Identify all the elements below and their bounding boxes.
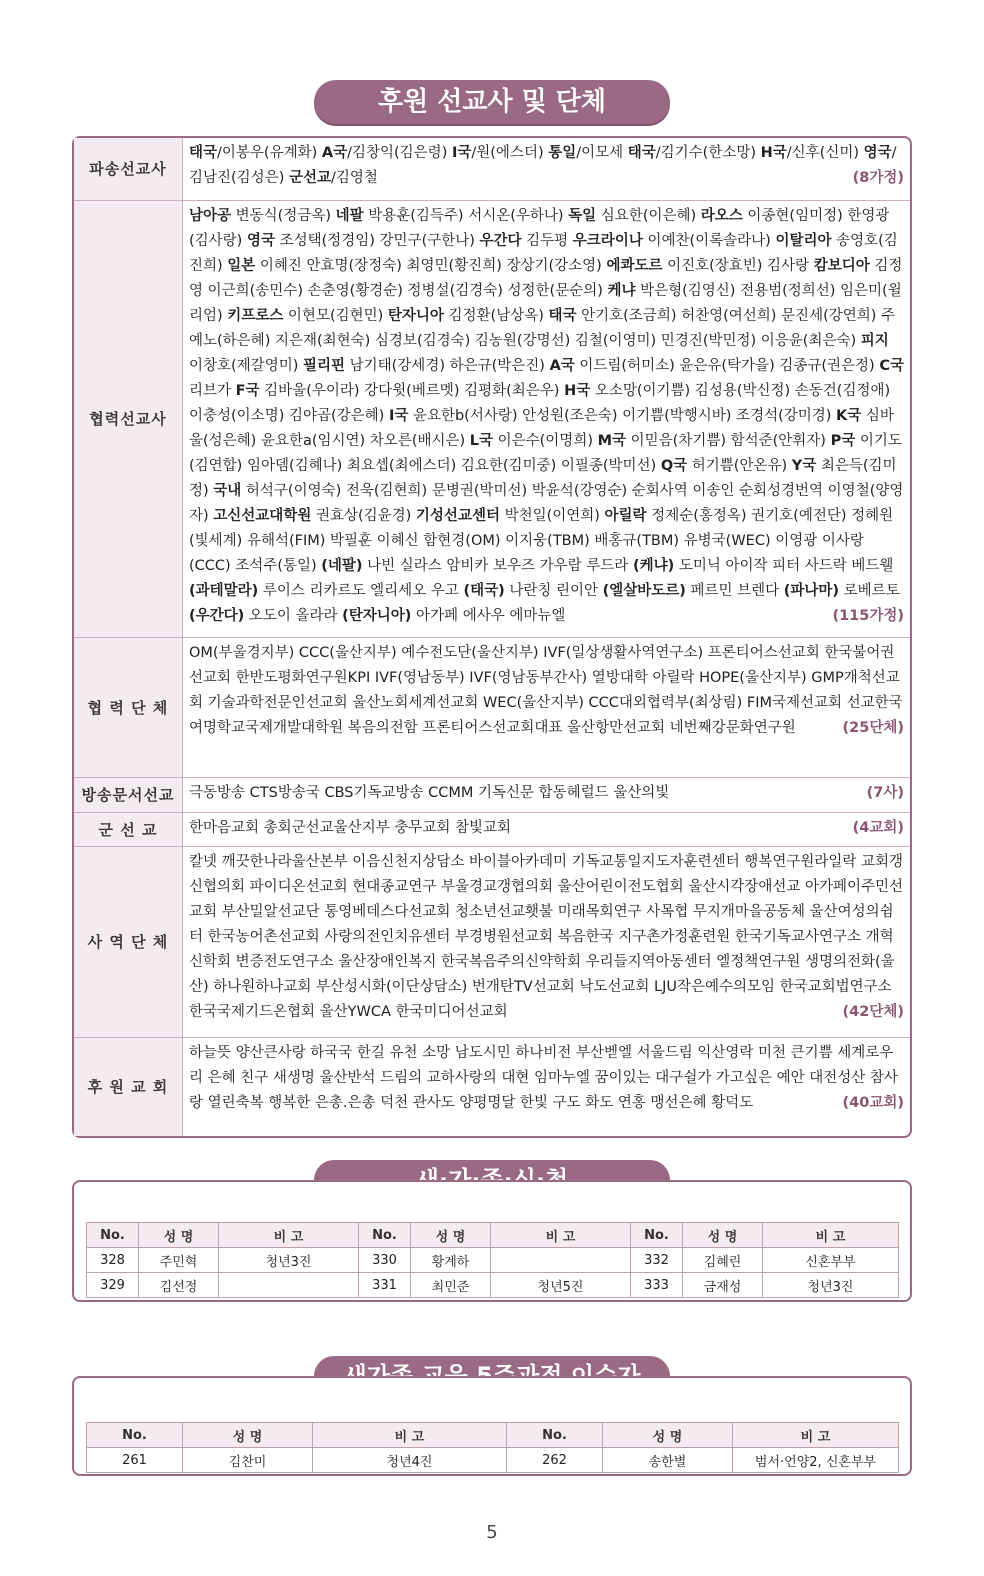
country-name: 영국 [246,232,275,249]
country-name: 고신선교대학원 [213,507,312,524]
entry-text: 심요한(이은혜) [596,207,701,224]
entry-text: OM(부울경지부) CCC(울산지부) 예수전도단(울산지부) IVF(일상생활사역연구소) 프론티어스선교회 한국불어권선교회 한반도평화연구원KPI IVF(영남동부) IVF(영남동부간사) 열방대학 아릴락 HOPE(울산지부) GMP개척선교회 기술과학전문인선교회 울산노회세계선교회 WEC(울산지부) CCC대외협력부(최상림) FIM국제선교회 선교한국 여명학교국제개발대학원 복음의전함 프론티어스선교회대표 울산항만선교회 네번째강문화연구원 [189,644,903,736]
entry-text: 극동방송 CTS방송국 CBS기독교방송 CCMM 기독신문 합동헤럴드 울산의빛 [189,785,670,802]
entry-text: 허기쁨(안온유) [687,457,792,474]
entry-text: 김두평 [521,232,573,249]
cell-no: 328 [87,1248,139,1273]
entry-text: 이현모(김현민) [283,307,388,324]
cell-no: 262 [507,1448,603,1473]
country-name: F국 [235,382,260,399]
category-count: (40교회) [842,1094,904,1111]
country-name: (케냐) [632,557,675,574]
category-label: 방송문서선교 [74,778,183,812]
category-label: 군 선 교 [74,812,183,846]
category-row [74,138,910,200]
entry-text: /신후(신미) [786,145,864,161]
missionary-table-frame [72,136,912,1138]
cell-note: 청년4진 [313,1448,507,1473]
entry-text: 이진호(장효빈) 김사랑 [662,257,814,274]
country-name: 탄자니아 [387,307,444,324]
entry-text: 조성택(정경임) 강민구(구한나) [274,232,480,249]
cell-no: 261 [87,1448,183,1473]
country-name: H국 [564,382,591,399]
entry-text: 이혜진 안효명(장정숙) 최영민(황진희) 장상기(강소영) [255,257,607,274]
entry-text: 권효상(김윤경) [311,507,416,524]
entry-text: 김바울(우이라) 강다윗(베르멧) 김평화(최은우) [259,382,565,399]
entry-text: 나빈 실라스 암비카 보우즈 가우람 루드라 [362,557,633,574]
country-name: 기성선교센터 [415,507,500,524]
category-row [74,200,910,637]
country-name: A국 [549,357,575,374]
entry-text: 박천일(이연희) [499,507,605,524]
country-name: 일본 [227,257,256,274]
country-name: 이탈리아 [775,232,832,249]
cell-note: 범서·언양2, 신혼부부 [733,1448,899,1473]
country-name: (엘살바도르) [602,582,686,599]
country-name: 케냐 [607,282,636,299]
header-no: No. [87,1423,183,1448]
header-note: 비 고 [313,1423,507,1448]
category-row [74,1037,910,1136]
category-count: (25단체) [842,719,904,736]
cell-note: 청년5진 [491,1273,631,1298]
entry-text: 김정영 이근희(송민수) 손춘영(황경순) 정병설(김경숙) 성정한(문순의) [189,257,903,299]
entry-text: 페르민 브렌다 [685,582,784,599]
country-name: (탄자니아) [342,607,412,624]
entry-text: 하늘뜻 양산큰사랑 하국국 한길 유천 소망 남도시민 하나비전 부산벧엘 서울드림 익산영락 미천 큰기쁨 세계로우리 은혜 친구 새생명 울산반석 드림의 교하사랑의 대현 임마누엘 꿈이있는 대구쉴가 가고싶은 예안 대전성산 참사랑 열린축복 행복한 은총.은총 덕천 관사도 양평명달 한빛 구도 화도 연홍 맹선은혜 황덕도 [189,1044,898,1111]
entry-text: 이예찬(이록솔라나) [642,232,776,249]
cell-name: 최민준 [411,1273,491,1298]
category-content [183,846,911,1037]
country-name: (과테말라) [189,582,259,599]
country-name: 우크라이나 [572,232,643,249]
entry-text: 이믿음(차기쁨) 함석준(안휘자) [626,432,831,449]
entry-text: 아가페 에사우 에마뉴엘 [411,607,566,624]
header-name: 성 명 [411,1223,491,1248]
entry-text: 한마음교회 총회군선교울산지부 충무교회 참빛교회 [189,819,511,836]
cell-name: 금재성 [683,1273,763,1298]
table-row [87,1273,899,1298]
table-row [87,1448,899,1473]
category-label: 파송선교사 [74,138,183,200]
entry-text: 박용훈(김득주) 서시온(우하나) [363,207,569,224]
education-table [86,1422,899,1473]
entry-text: 로베르토 [839,582,900,599]
header-no: No. [359,1223,411,1248]
header-no: No. [631,1223,683,1248]
country-name: 태국 [548,307,577,324]
header-note: 비 고 [219,1223,359,1248]
header-no: No. [87,1223,139,1248]
cell-note: 청년3진 [219,1248,359,1273]
entry-text: 최은득(김미정) [189,457,897,499]
entry-text: 변동식(정금옥) [231,207,336,224]
header-no: No. [507,1423,603,1448]
country-name: 독일 [568,207,597,224]
country-name: Q국 [660,457,688,474]
new-family-table [86,1222,899,1298]
cell-no: 330 [359,1248,411,1273]
entry-text: 박은형(김영신) 전용범(정희선) 임은미(윌리엄) [189,282,902,324]
country-name: 에콰도르 [606,257,663,274]
country-name: 국내 [213,482,242,499]
entry-text: /원(에스더) [471,145,549,161]
country-name: I국 [388,407,409,424]
country-name: 태국 [627,145,656,161]
entry-text: /김영철 [331,170,378,186]
page-number: 5 [486,1522,498,1543]
category-label: 협력선교사 [74,200,183,637]
country-name: 피지 [860,332,889,349]
cell-name: 김선정 [139,1273,219,1298]
country-name: A국 [321,145,348,161]
country-name: 영국 [863,145,892,161]
header-note: 비 고 [733,1423,899,1448]
cell-no: 333 [631,1273,683,1298]
country-name: 필리핀 [302,357,346,374]
category-content [183,138,911,200]
country-name: (파나마) [783,582,840,599]
entry-text: 허석구(이영숙) 전욱(김현희) 문병권(박미선) 박윤석(강영순) 순회사역 이송인 순회성경번역 이영철(양영자) [189,482,904,524]
country-name: M국 [597,432,627,449]
table-header-row [87,1423,899,1448]
country-name: 우간다 [479,232,522,249]
category-row [74,846,910,1037]
country-name: I국 [451,145,472,161]
country-name: K국 [836,407,862,424]
country-name: 군선교 [288,170,331,186]
entry-text: 김정환(남상옥) [443,307,549,324]
cell-no: 331 [359,1273,411,1298]
entry-text: 오소망(이기쁨) 김성용(박신정) 손동건(김정애) 이충성(이소명) 김야곱(강은혜) [189,382,891,424]
country-name: 통일 [548,145,577,161]
country-name: 네팔 [335,207,364,224]
entry-text: /김기수(한소망) [655,145,761,161]
cell-note: 청년3진 [763,1273,899,1298]
entry-text: 칼넷 깨끗한나라울산본부 이음신천지상담소 바이블아카데미 기독교통일지도자훈련센터 행복연구원라일락 교회갱신협의회 파이디온선교회 현대종교연구 부울경교갱협의회 울산어린이전도협회 울산시각장애선교 아가페이주민선교회 부산밀알선교단 통영베데스다선교회 청소년선교횃불 미래목회연구 사목협 무지개마을공동체 울산여성의쉼터 한국농어촌선교회 사랑의전인치유센터 부경병원선교회 복음한국 지구촌가정훈련원 한국기독교사연구소 개혁신학회 변증전도연구소 울산장애인복지 한국복음주의신약학회 우리들지역아동센터 엘정책연구원 생명의전화(울산) 하나원하나교회 부산성시화(이단상담소) 번개탄TV선교회 낙도선교회 LJU작은예수의모임 한국교회법연구소 한국국제기드온협회 울산YWCA 한국미디어선교회 [189,853,903,1020]
header-name: 성 명 [139,1223,219,1248]
cell-name: 김찬미 [183,1448,313,1473]
entry-text: 남기태(강세경) 하은규(박은진) [345,357,550,374]
entry-text: /김남진(김성은) [189,145,897,186]
header-name: 성 명 [183,1423,313,1448]
entry-text: 정제순(홍정옥) 권기호(예전단) 정혜원(빛세계) 유해석(FIM) 박필훈 이혜신 함현경(OM) 이지웅(TBM) 배홍규(TBM) 유병국(WEC) 이영광 이사랑(CCC) 조석주(통일) [189,507,894,574]
cell-no: 329 [87,1273,139,1298]
header-name: 성 명 [683,1223,763,1248]
country-name: 태국 [189,145,218,161]
entry-text: 송영호(김진희) [189,232,898,274]
country-name: 키프로스 [227,307,284,324]
entry-text: /이봉우(유계화) [217,145,322,161]
category-row [74,637,910,778]
section-title-supported-missionaries: 후원 선교사 및 단체 [314,80,670,124]
missionary-table [74,138,910,1136]
education-frame [72,1376,912,1476]
entry-text: 오도이 올라라 [244,607,343,624]
header-note: 비 고 [491,1223,631,1248]
country-name: Y국 [791,457,817,474]
country-name: P국 [830,432,856,449]
country-name: 캄보디아 [813,257,870,274]
category-label: 후 원 교 회 [74,1037,183,1136]
header-note: 비 고 [763,1223,899,1248]
entry-text: 리브가 [189,382,236,399]
country-name: (네팔) [321,557,363,574]
category-label: 사 역 단 체 [74,846,183,1037]
entry-text: 이은수(이명희) [493,432,598,449]
country-name: 라오스 [700,207,743,224]
country-name: H국 [760,145,787,161]
entry-text: 이드림(허미소) 윤은유(탁가을) 김종규(권은정) [574,357,880,374]
entry-text: 심바울(성은혜) 윤요한a(임시연) 차오른(배시은) [189,407,894,449]
new-family-frame [72,1180,912,1302]
header-name: 성 명 [603,1423,733,1448]
category-count: (115가정) [832,607,904,624]
entry-text: 루이스 리카르도 엘리세오 우고 [258,582,464,599]
cell-no: 332 [631,1248,683,1273]
entry-text: /김창익(김은령) [347,145,452,161]
entry-text: 도미닉 아이작 피터 사드락 베드웰 [674,557,894,574]
category-content [183,200,911,637]
cell-note: 신혼부부 [763,1248,899,1273]
category-count: (8가정) [852,170,904,186]
entry-text: 안기호(조금희) 허찬영(여선희) 문진세(강연희) 주예노(하은혜) 지은재(최현숙) 심경보(김경숙) 김농원(강명선) 김철(이영미) 민경진(박민정) 이응윤(최은숙) [189,307,896,349]
category-content [183,812,911,846]
table-header-row [87,1223,899,1248]
cell-name: 김혜린 [683,1248,763,1273]
table-row [87,1248,899,1273]
entry-text: 이창호(제갈영미) [189,357,303,374]
entry-text: /이모세 [576,145,628,161]
entry-text: 이기도(김연합) 임아뎀(김혜나) 최요셉(최에스더) 김요한(김미중) 이필종(박미선) [189,432,902,474]
category-content [183,1037,911,1136]
country-name: C국 [879,357,904,374]
entry-text: 윤요한b(서사랑) 안성원(조은숙) 이기쁨(박행시바) 조경석(강미경) [408,407,837,424]
entry-text: 이종현(임미정) 한영광(김사랑) [189,207,890,249]
category-content [183,637,911,778]
category-row [74,812,910,846]
country-name: 아릴락 [604,507,647,524]
cell-note [219,1273,359,1298]
country-name: (우간다) [189,607,245,624]
country-name: L국 [469,432,494,449]
country-name: (태국) [463,582,505,599]
cell-name: 송한별 [603,1448,733,1473]
category-count: (42단체) [842,1003,904,1020]
category-content [183,778,911,812]
country-name: 남아공 [189,207,232,224]
cell-name: 황계하 [411,1248,491,1273]
cell-note [491,1248,631,1273]
cell-name: 주민혁 [139,1248,219,1273]
category-row [74,778,910,812]
entry-text: 나란칭 린이안 [504,582,603,599]
category-label: 협 력 단 체 [74,637,183,778]
category-count: (4교회) [852,819,904,836]
category-count: (7사) [866,785,904,802]
